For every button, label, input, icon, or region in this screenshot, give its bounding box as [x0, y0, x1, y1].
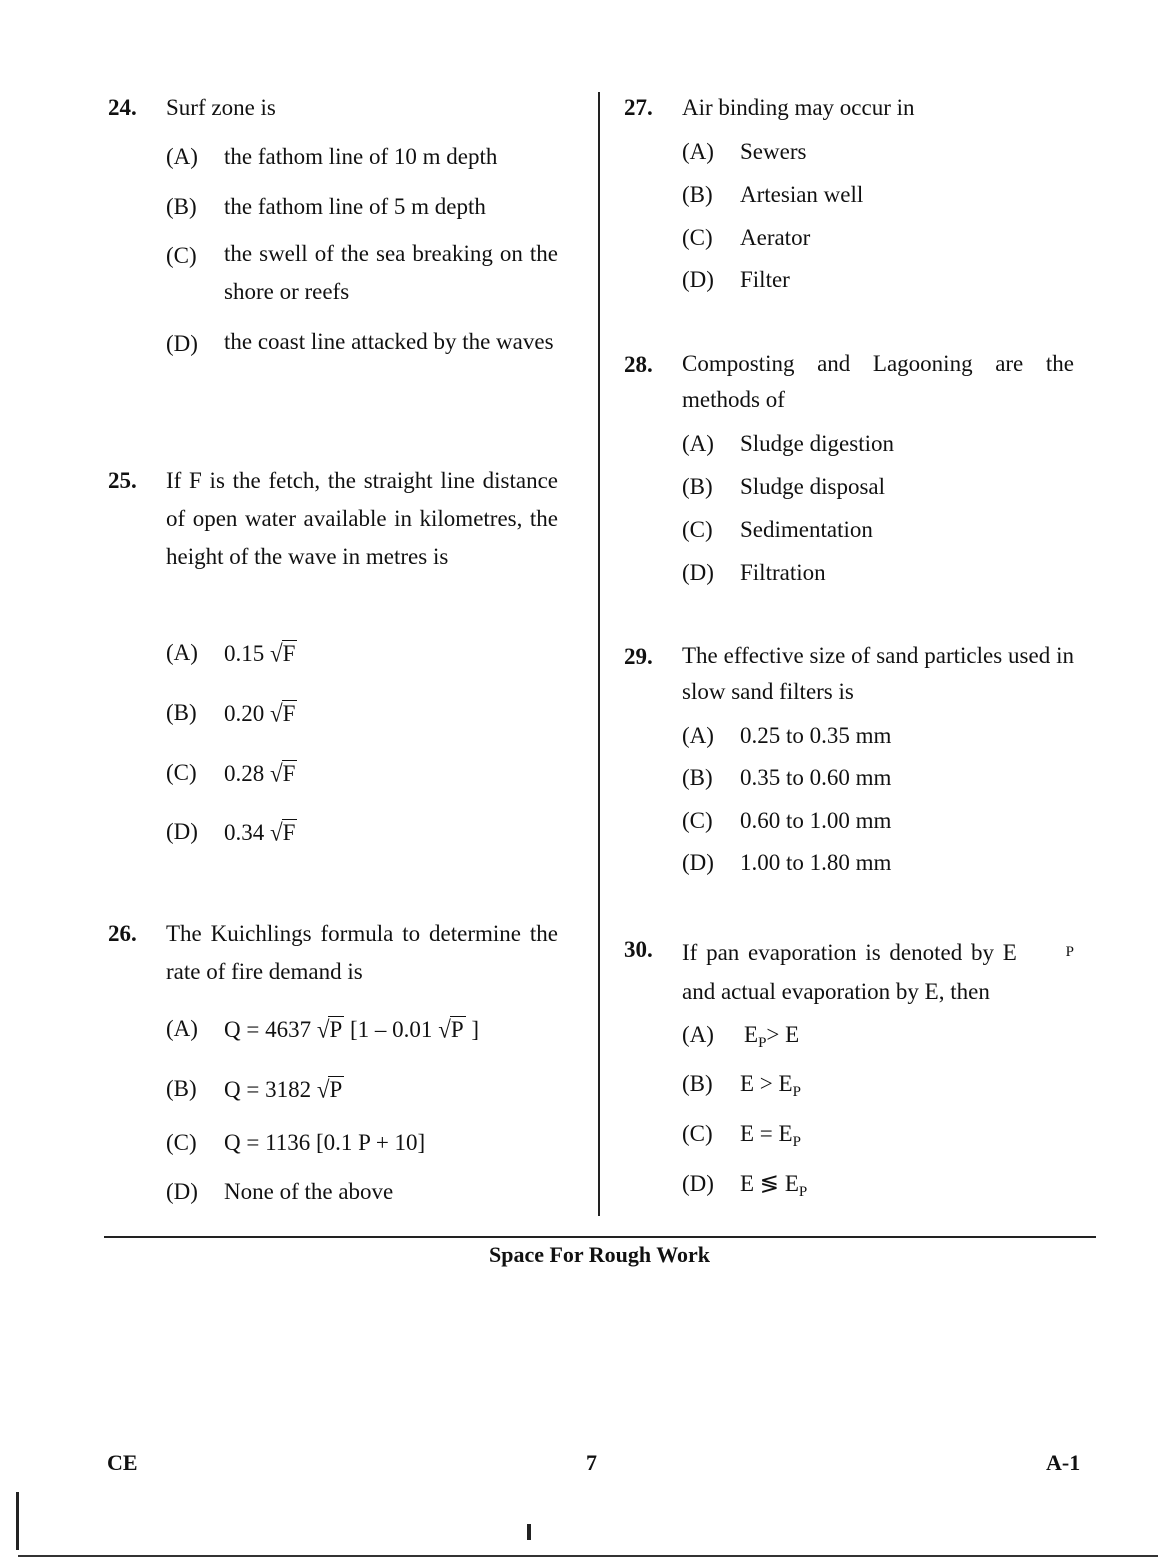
option-label: (C) — [682, 1121, 713, 1146]
question-text-line1: If pan evaporation is denoted by E — [682, 940, 1017, 965]
bottom-edge-line — [18, 1555, 1158, 1557]
option-text: Filter — [740, 267, 790, 292]
question-25 — [108, 468, 568, 858]
option-text: $E > E_P$ — [740, 1071, 801, 1100]
rough-work-divider — [104, 1236, 1096, 1238]
page-number: 7 — [586, 1450, 597, 1475]
left-edge-mark — [16, 1492, 19, 1550]
option-label: (D) — [166, 1179, 198, 1204]
option-label: (D) — [682, 560, 714, 585]
option-label: (A) — [682, 139, 714, 164]
option-text: Sludge digestion — [740, 431, 894, 456]
question-30 — [624, 937, 1084, 1207]
option-text: E ≶ $E_P$ — [740, 1171, 808, 1200]
option-label: (A) — [166, 1016, 198, 1041]
question-text: If F is the fetch, the straight line distance of open water available in kilometres, the height of the wave in metres is — [166, 468, 558, 569]
option-text: Sewers — [740, 139, 807, 164]
question-number: 25. — [108, 468, 137, 493]
option-label: (D) — [166, 331, 198, 356]
option-text: the swell of the sea breaking on the shore or reefs — [224, 241, 558, 304]
question-text: Surf zone is — [166, 95, 276, 120]
option-text: Sludge disposal — [740, 474, 886, 499]
option-label: (C) — [166, 760, 197, 785]
option-label: (B) — [682, 182, 713, 207]
option-text: 0.35 to 0.60 mm — [740, 765, 892, 790]
question-text: Composting and Lagooning are the methods of — [682, 351, 1074, 412]
option-text: 0.28 √F — [224, 760, 296, 787]
option-text: 0.34 √F — [224, 819, 296, 846]
option-text: the coast line attacked by the waves — [224, 329, 554, 354]
option-text: the fathom line of 5 m depth — [224, 194, 486, 219]
question-number: 24. — [108, 95, 137, 120]
question-text: The effective size of sand particles used in slow sand filters is — [682, 643, 1074, 704]
footer-subject-code: CE — [107, 1450, 138, 1475]
option-label: (A) — [166, 144, 198, 169]
option-label: (A) — [682, 1022, 714, 1047]
option-text: $E = E_P$ — [740, 1121, 801, 1150]
option-label: (B) — [166, 1076, 197, 1101]
option-text: 0.60 to 1.00 mm — [740, 808, 892, 833]
option-label: (C) — [166, 1130, 197, 1155]
option-text: Artesian well — [740, 182, 864, 207]
question-text — [682, 933, 1074, 1011]
option-text: 0.25 to 0.35 mm — [740, 723, 892, 748]
option-text: 0.20 √F — [224, 700, 296, 727]
question-text-line2: and actual evaporation by E, then — [682, 979, 990, 1004]
option-label: (B) — [682, 474, 713, 499]
option-text: Q = 4637 √P [1 – 0.01 √P ] — [224, 1016, 480, 1043]
option-label: (D) — [166, 819, 198, 844]
option-label: (A) — [166, 640, 198, 665]
question-28 — [624, 352, 1084, 592]
option-label: (C) — [682, 517, 713, 542]
question-number: 27. — [624, 95, 653, 120]
option-label: (B) — [166, 194, 197, 219]
option-label: (A) — [682, 431, 714, 456]
option-label: (D) — [682, 850, 714, 875]
option-label: (C) — [682, 808, 713, 833]
option-text: $E_P> E$ — [744, 1022, 800, 1051]
question-27 — [624, 95, 1084, 305]
question-number: 28. — [624, 352, 653, 377]
question-text: The Kuichlings formula to determine the rate of fire demand is — [166, 921, 558, 984]
question-text: Air binding may occur in — [682, 95, 915, 120]
question-26 — [108, 921, 568, 1211]
rough-work-heading: Space For Rough Work — [488, 1242, 711, 1267]
center-mark — [527, 1524, 531, 1540]
question-number: 26. — [108, 921, 137, 946]
option-text: Filtration — [740, 560, 826, 585]
option-label: (B) — [682, 1071, 713, 1096]
option-label: (C) — [682, 225, 713, 250]
question-24 — [108, 95, 568, 415]
option-label: (B) — [682, 765, 713, 790]
question-29 — [624, 644, 1084, 884]
option-text: Q = 1136 [0.1 P + 10] — [224, 1130, 426, 1155]
question-number: 30. — [624, 937, 653, 962]
subscript: P — [1065, 944, 1074, 960]
option-text: None of the above — [224, 1179, 394, 1204]
option-label: (D) — [682, 1171, 714, 1196]
footer-series-code: A-1 — [1046, 1450, 1081, 1475]
option-text: Aerator — [740, 225, 811, 250]
option-label: (D) — [682, 267, 714, 292]
option-text: 0.15 √F — [224, 640, 296, 667]
option-label: (A) — [682, 723, 714, 748]
option-text: the fathom line of 10 m depth — [224, 144, 498, 169]
option-label: (B) — [166, 700, 197, 725]
question-number: 29. — [624, 644, 653, 669]
option-text: 1.00 to 1.80 mm — [740, 850, 892, 875]
option-label: (C) — [166, 243, 197, 268]
column-divider — [598, 92, 600, 1216]
option-text: Q = 3182 √P — [224, 1076, 343, 1103]
option-text: Sedimentation — [740, 517, 873, 542]
